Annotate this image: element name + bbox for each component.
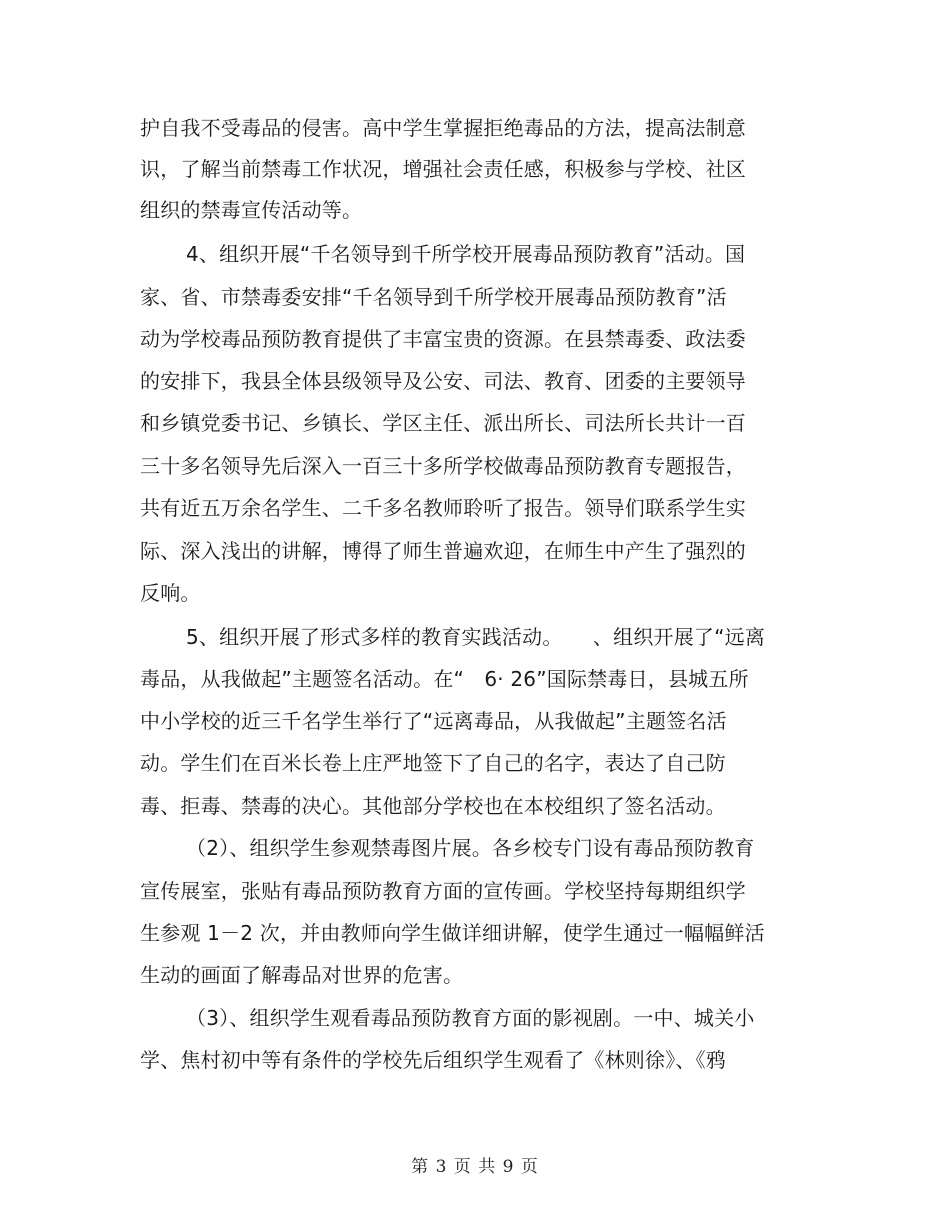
text-line: 的安排下，我县全体县级领导及公安、司法、教育、团委的主要领导 [140, 369, 746, 393]
text-line: 宣传展室，张贴有毒品预防教育方面的宣传画。学校坚持每期组织学 [140, 879, 746, 903]
text-line: 动为学校毒品预防教育提供了丰富宝贵的资源。在县禁毒委、政法委 [140, 327, 746, 351]
page-number-footer: 第 3 页 共 9 页 [411, 1157, 539, 1177]
text-line: 毒、拒毒、禁毒的决心。其他部分学校也在本校组织了签名活动。 [140, 794, 726, 818]
text-line: 际、深入浅出的讲解，博得了师生普遍欢迎，在师生中产生了强烈的 [140, 539, 746, 563]
text-line: 和乡镇党委书记、乡镇长、学区主任、派出所长、司法所长共计一百 [140, 411, 746, 435]
text-line: 家、省、市禁毒委安排“千名领导到千所学校开展毒品预防教育”活 [140, 285, 727, 309]
paragraph-start-line: 5、组织开展了形式多样的教育实践活动。 、组织开展了“远离 [186, 625, 766, 649]
text-line: 学、焦村初中等有条件的学校先后组织学生观看了《林则徐》、《鸦 [140, 1048, 726, 1072]
text-line: 组织的禁毒宣传活动等。 [140, 198, 363, 222]
text-line: 动。学生们在百米长卷上庄严地签下了自己的名字，表达了自己防 [140, 751, 726, 775]
text-line: 中小学校的近三千名学生举行了“远离毒品，从我做起”主题签名活 [140, 709, 727, 733]
text-line: 生动的画面了解毒品对世界的危害。 [140, 963, 464, 987]
text-line: 识，了解当前禁毒工作状况，增强社会责任感，积极参与学校、社区 [140, 157, 746, 181]
text-line: 共有近五万余名学生、二千多名教师聆听了报告。领导们联系学生实 [140, 496, 746, 520]
text-line: 反响。 [140, 581, 201, 605]
text-line: 生参观 1－2 次，并由教师向学生做详细讲解，使学生通过一幅幅鲜活 [140, 921, 765, 945]
paragraph-start-line: （3）、组织学生观看毒品预防教育方面的影视剧。一中、城关小 [186, 1006, 755, 1030]
paragraph-start-line: 4、组织开展“千名领导到千所学校开展毒品预防教育”活动。国 [186, 242, 746, 266]
paragraph-start-line: （2）、组织学生参观禁毒图片展。各乡校专门设有毒品预防教育 [186, 836, 755, 860]
text-line: 护自我不受毒品的侵害。高中学生掌握拒绝毒品的方法，提高法制意 [140, 116, 746, 140]
text-line: 三十多名领导先后深入一百三十多所学校做毒品预防教育专题报告， [140, 454, 746, 478]
text-line: 毒品，从我做起”主题签名活动。在“ 6· 26”国际禁毒日，县城五所 [140, 667, 749, 691]
